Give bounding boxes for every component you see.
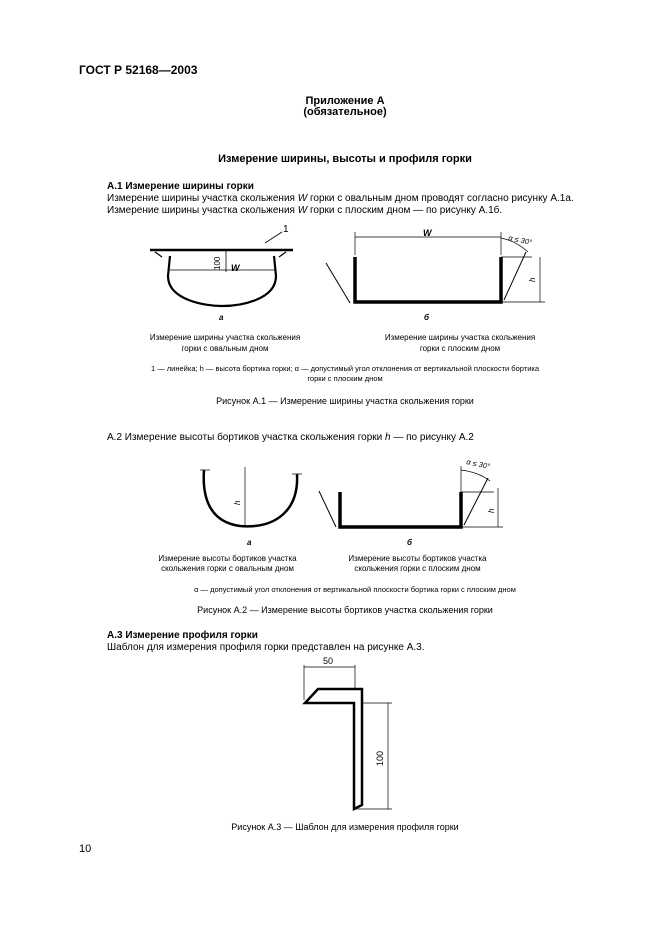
- fig-a1b-caption-1: Измерение ширины участка скольжения: [384, 333, 536, 342]
- fig-a2a-label-h: h: [233, 500, 242, 505]
- fig-a2b-label-h: h: [487, 508, 496, 513]
- fig-a1-note-1: 1 — линейка; h — высота бортика горки; α — допустимый угол отклонения от вертикальной плоскости бортика: [150, 364, 540, 373]
- fig-a1a-label-100: 100: [213, 256, 222, 270]
- a3-text: Шаблон для измерения профиля горки представлен на рисунке А.3.: [107, 642, 425, 653]
- figure-a3-template-shape: [304, 665, 392, 809]
- fig-a2a-sub: а: [247, 538, 252, 547]
- fig-a2b-caption-1: Измерение высоты бортиков участка: [348, 554, 487, 563]
- fig-a2b-sub: б: [407, 538, 412, 547]
- fig-a1b-label-h: h: [528, 277, 537, 282]
- fig-a1a-caption-2: горки с овальным дном: [181, 344, 269, 353]
- fig-a1a-label-w: W: [231, 263, 240, 273]
- fig-a2a-caption-1: Измерение высоты бортиков участка: [158, 554, 297, 563]
- fig-a1-caption: Рисунок А.1 — Измерение ширины участка скольжения горки: [216, 396, 474, 406]
- fig-a1-note-2: горки с плоским дном: [307, 374, 383, 383]
- fig-a2a-caption-2: скольжения горки с овальным дном: [161, 564, 294, 573]
- page-number: 10: [79, 843, 92, 855]
- standard-number: ГОСТ Р 52168—2003: [79, 63, 198, 77]
- appendix-status: (обязательное): [303, 106, 387, 118]
- fig-a3-caption: Рисунок А.3 — Шаблон для измерения профиля горки: [231, 822, 459, 832]
- fig-a3-label-50: 50: [323, 656, 334, 666]
- fig-a2b-caption-2: скольжения горки с плоским дном: [354, 564, 481, 573]
- fig-a2b-label-alpha: α ≤ 30°: [465, 457, 491, 471]
- fig-a1a-caption-1: Измерение ширины участка скольжения: [149, 333, 301, 342]
- fig-a1a-sub: а: [219, 313, 224, 322]
- fig-a3-label-100: 100: [375, 750, 385, 766]
- a2-text: А.2 Измерение высоты бортиков участка скольжения горки h — по рисунку А.2: [107, 432, 474, 443]
- fig-a1b-label-alpha: α ≤ 30°: [507, 233, 533, 247]
- fig-a1b-label-w: W: [423, 228, 432, 238]
- fig-a2-note: α — допустимый угол отклонения от вертикальной плоскости бортика горки с плоским дном: [194, 585, 516, 594]
- a3-heading: А.3 Измерение профиля горки: [107, 630, 258, 641]
- fig-a1b-caption-2: горки с плоским дном: [419, 344, 501, 353]
- appendix-title: Приложение А: [305, 95, 385, 107]
- a1-text-line1: Измерение ширины участка скольжения W горки с овальным дном проводят согласно рисунку А.1а.: [107, 193, 574, 204]
- a1-text-line2: Измерение ширины участка скольжения W горки с плоским дном — по рисунку А.1б.: [107, 205, 503, 216]
- fig-a1b-sub: б: [424, 313, 429, 322]
- fig-a2-caption: Рисунок А.2 — Измерение высоты бортиков участка скольжения горки: [197, 605, 493, 615]
- a1-heading: А.1 Измерение ширины горки: [107, 181, 254, 192]
- section-title: Измерение ширины, высоты и профиля горки: [218, 153, 472, 165]
- fig-a1a-label-1: 1: [283, 224, 289, 235]
